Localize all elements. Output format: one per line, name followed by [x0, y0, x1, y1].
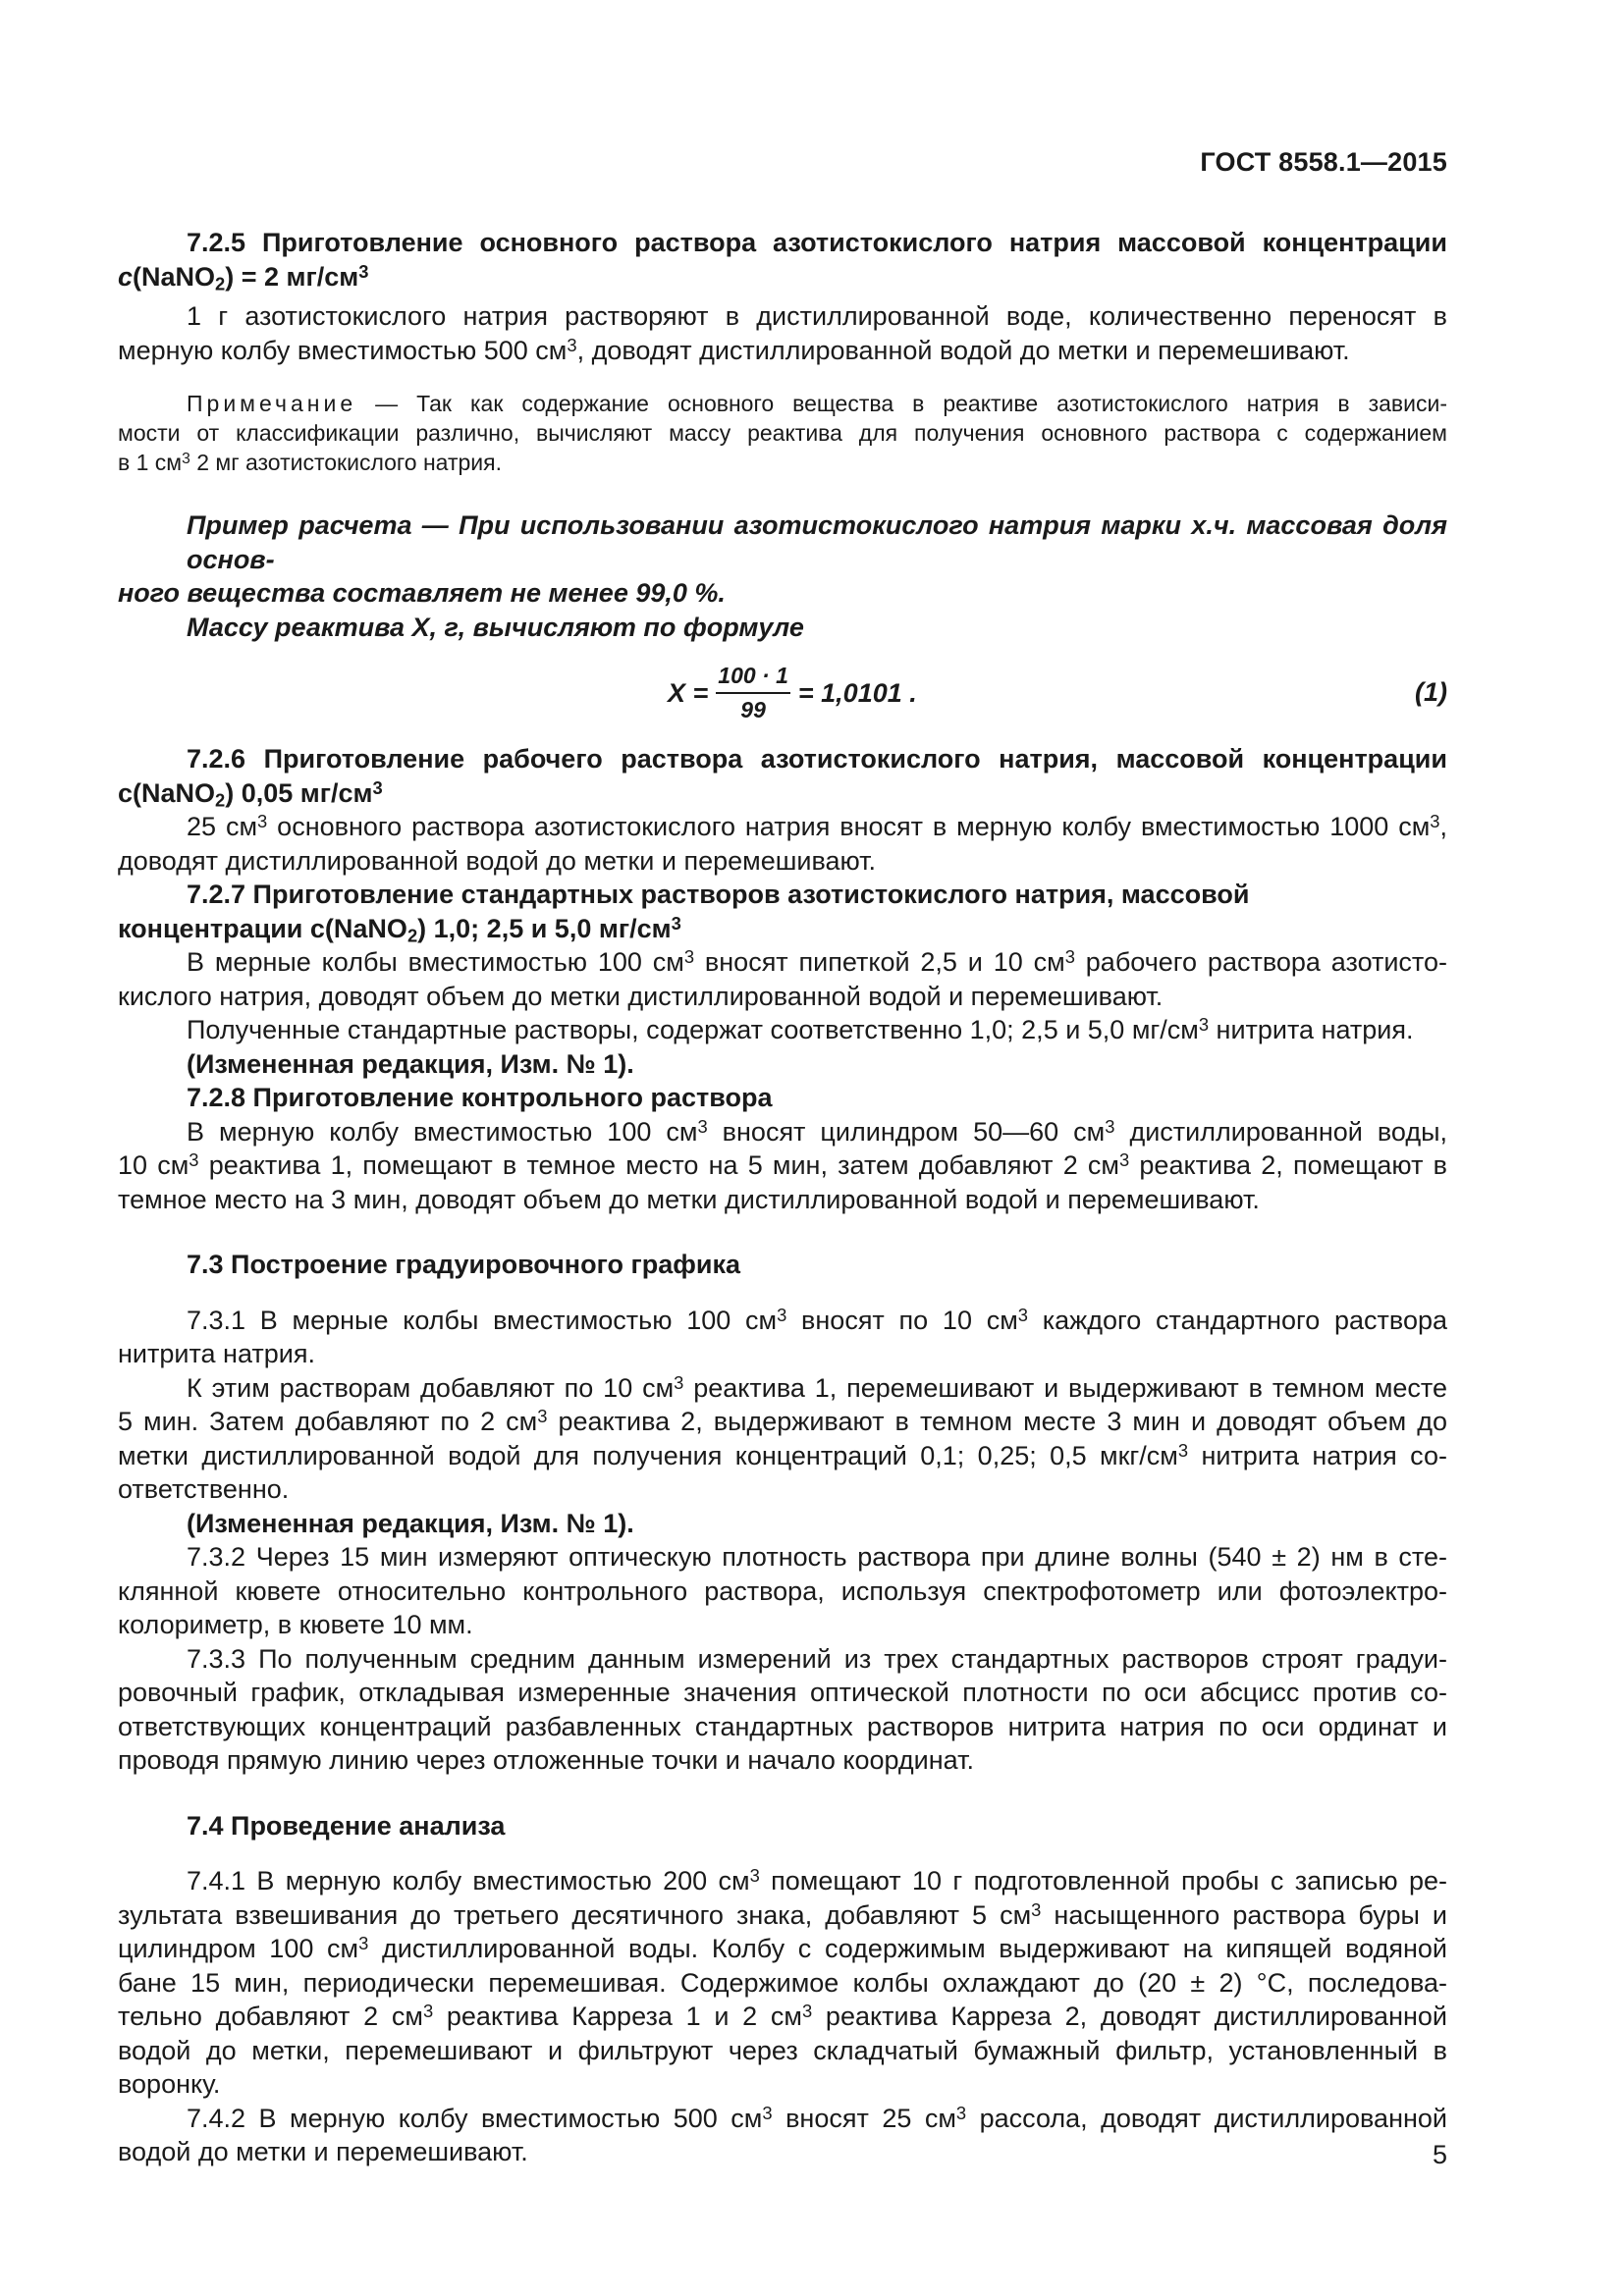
text-run: 7.3.1 В мерные колбы вместимостью 100 см — [187, 1305, 778, 1335]
text-line — [118, 1898, 1447, 1933]
text-run: ) = 2 мг/см — [225, 261, 359, 292]
text-line — [118, 1507, 1447, 1541]
text-run: 7.2.5 Приготовление основного раствора азотистокислого натрия массовой концентрации — [187, 228, 1447, 257]
text-run: В мерную колбу вместимостью 100 см — [187, 1116, 698, 1147]
text-run: помещают 10 г подготовленной пробы с записью ре- — [759, 1866, 1447, 1896]
superscript: 3 — [358, 1932, 369, 1953]
s725-text — [118, 299, 1447, 367]
text-run: мерную колбу вместимостью 500 см — [118, 335, 568, 365]
formula-numerator: 100 · 1 — [716, 663, 790, 694]
text-run: рассола, доводят дистиллированной — [966, 2103, 1447, 2133]
superscript: 3 — [674, 1371, 684, 1393]
text-run: c — [118, 261, 134, 292]
text-run: Массу реактива X, г, вычисляют по формуле — [187, 612, 804, 642]
text-run: тельно добавляют 2 см — [118, 2002, 423, 2031]
superscript: 3 — [683, 945, 695, 967]
s731-text — [118, 1304, 1447, 1541]
text-line — [118, 1710, 1447, 1744]
subscript: 2 — [406, 925, 418, 946]
s725-example — [118, 508, 1447, 644]
text-run: концентрации c(NaNO — [118, 913, 407, 943]
text-line — [118, 611, 1447, 645]
superscript: 3 — [257, 810, 268, 831]
text-line — [118, 389, 1447, 418]
text-run: бане 15 мин, периодически перемешивая. Содержимое колбы охлаждают до (20 ± 2) °С, последова- — [118, 1967, 1447, 1998]
superscript: 3 — [697, 1115, 708, 1137]
text-run: реактива 2, выдерживают в темном месте 3 мин и доводят объем до — [547, 1407, 1447, 1436]
text-line — [118, 1371, 1447, 1406]
text-line — [118, 945, 1447, 980]
text-run: водой до метки и перемешивают. — [118, 2137, 528, 2166]
text-run: вносят 25 см — [772, 2103, 956, 2133]
text-line — [118, 508, 1447, 576]
text-line — [118, 1966, 1447, 2001]
text-run: метки дистиллированной водой для получения концентраций 0,1; 0,25; 0,5 мкг/см — [118, 1440, 1178, 1470]
text-line — [118, 1575, 1447, 1609]
text-run: водой до метки, перемешивают и фильтруют через складчатый бумажный фильтр, установленный в — [118, 2035, 1447, 2065]
subscript: 2 — [215, 789, 226, 811]
text-run: каждого стандартного раствора — [1028, 1305, 1447, 1335]
text-run: клянной кювете относительно контрольного раствора, используя спектрофотометр или фотоэлектро- — [118, 1575, 1447, 1606]
text-line — [118, 776, 1447, 811]
text-run: кислого натрия, доводят объем до метки дистиллированной водой и перемешивают. — [118, 981, 1164, 1011]
text-line — [118, 2000, 1447, 2034]
text-line — [118, 844, 1447, 879]
s733-text — [118, 1642, 1447, 1778]
s74-title — [118, 1809, 1447, 1843]
text-run: ответствующих концентраций разбавленных стандартных растворов нитрита натрия по оси ординат и — [118, 1711, 1447, 1741]
text-line — [118, 1743, 1447, 1778]
text-run: , доводят дистиллированной водой до метки и перемешивают. — [576, 335, 1350, 365]
text-run: Полученные стандартные растворы, содержат соответственно 1,0; 2,5 и 5,0 мг/см — [187, 1015, 1199, 1044]
superscript: 3 — [358, 260, 369, 282]
text-run: 1 г азотистокислого натрия растворяют в дистиллированной воде, количественно переносят в — [187, 301, 1447, 331]
superscript: 3 — [777, 1304, 787, 1325]
text-run: темное место на 3 мин, доводят объем до метки дистиллированной водой и перемешивают. — [118, 1184, 1260, 1214]
text-run: 5 мин. Затем добавляют по 2 см — [118, 1407, 538, 1436]
text-run: , — [1439, 812, 1447, 841]
text-line — [118, 1608, 1447, 1642]
text-line — [118, 334, 1447, 368]
document-body — [118, 226, 1447, 2169]
s73-title — [118, 1248, 1447, 1282]
superscript: 3 — [422, 2000, 434, 2021]
s727-title — [118, 878, 1447, 945]
text-run: в 1 см — [118, 450, 183, 475]
formula-number: (1) — [1415, 677, 1447, 707]
text-run: дистиллированной воды. Колбу с содержимым выдерживают на кипящей водяной — [368, 1934, 1447, 1963]
text-run: c(NaNO — [118, 777, 216, 808]
s726-text — [118, 810, 1447, 878]
text-run: 7.3.2 Через 15 мин измеряют оптическую плотность раствора при длине волны (540 ± 2) нм в сте- — [187, 1542, 1447, 1572]
text-run: реактива 1, помещают в темное место на 5 мин, затем добавляют 2 см — [198, 1150, 1119, 1180]
text-line — [118, 2067, 1447, 2102]
page-number: 5 — [1432, 2140, 1447, 2169]
text-run: К этим растворам добавляют по 10 см — [187, 1372, 675, 1403]
text-line — [118, 980, 1447, 1014]
text-run: реактива Карреза 1 и 2 см — [433, 2002, 802, 2031]
text-run: 7.2.7 Приготовление стандартных растворов азотистокислого натрия, массовой — [187, 880, 1250, 909]
s732-text — [118, 1540, 1447, 1642]
text-line — [118, 1405, 1447, 1439]
text-run: 7.3 Построение градуировочного графика — [187, 1250, 740, 1279]
text-line — [118, 1932, 1447, 1966]
formula-lhs: X = — [668, 677, 709, 708]
superscript: 3 — [762, 2102, 773, 2123]
text-run: насыщенного раствора буры и — [1041, 1899, 1447, 1930]
text-run: доводят дистиллированной водой до метки и перемешивают. — [118, 845, 877, 876]
text-line — [118, 1013, 1447, 1047]
formula-rhs: = 1,0101 . — [797, 677, 917, 708]
text-line — [118, 742, 1447, 776]
text-run: мости от классификации различно, вычисляют массу реактива для получения основного раствора с содержанием — [118, 420, 1447, 446]
text-run: 7.4 Проведение анализа — [187, 1810, 506, 1841]
text-run: рабочего раствора азотисто- — [1074, 947, 1448, 977]
superscript: 3 — [1177, 1439, 1189, 1461]
superscript: 3 — [801, 2000, 813, 2021]
text-line — [118, 1864, 1447, 1898]
text-run: ) 1,0; 2,5 и 5,0 мг/см — [417, 913, 672, 943]
text-run: цилиндром 100 см — [118, 1934, 359, 1963]
doc-number-header: ГОСТ 8558.1—2015 — [1200, 147, 1447, 177]
text-line — [118, 299, 1447, 334]
superscript: 3 — [955, 2102, 967, 2123]
text-line — [118, 1248, 1447, 1282]
text-line — [118, 1115, 1447, 1149]
text-run: вносят цилиндром 50—60 см — [707, 1116, 1106, 1147]
text-line — [118, 878, 1447, 912]
text-run: ного вещества составляет не менее 99,0 %. — [118, 578, 726, 608]
text-run: Пример расчета — При использовании азотистокислого натрия марки х.ч. массовая доля основ- — [187, 510, 1447, 574]
formula-1 — [118, 656, 1447, 730]
text-line — [118, 1183, 1447, 1217]
s725-note — [118, 389, 1447, 477]
text-run: нитрита натрия со- — [1188, 1440, 1447, 1470]
superscript: 3 — [567, 334, 577, 355]
text-run: вносят пипеткой 2,5 и 10 см — [694, 947, 1065, 977]
superscript: 3 — [671, 912, 681, 934]
text-run: 7.2.6 Приготовление рабочего раствора азотистокислого натрия, массовой концентрации — [187, 744, 1447, 774]
text-line — [118, 418, 1447, 448]
text-line — [118, 1337, 1447, 1371]
text-run: нитрита натрия. — [118, 1339, 315, 1368]
text-run: 7.2.8 Приготовление контрольного раствора — [187, 1083, 773, 1112]
text-line — [118, 260, 1447, 294]
text-line — [118, 1439, 1447, 1473]
text-run: вносят по 10 см — [786, 1305, 1018, 1335]
s728-title — [118, 1081, 1447, 1115]
text-line — [118, 576, 1447, 611]
s728-text — [118, 1115, 1447, 1217]
text-run: (Измененная редакция, Изм. № 1). — [187, 1048, 634, 1079]
superscript: 3 — [1119, 1148, 1130, 1170]
subscript: 2 — [215, 273, 226, 294]
text-run: В мерные колбы вместимостью 100 см — [187, 947, 684, 977]
text-line — [118, 2034, 1447, 2068]
text-run: (Измененная редакция, Изм. № 1). — [187, 1508, 634, 1538]
text-line — [118, 1081, 1447, 1115]
superscript: 3 — [1064, 945, 1075, 967]
text-line — [118, 1540, 1447, 1575]
text-run: проводя прямую линию через отложенные точки и начало координат. — [118, 1745, 974, 1775]
s742-text — [118, 2102, 1447, 2169]
text-run: 7.3.3 По полученным средним данным измерений из трех стандартных растворов строят градуи- — [187, 1643, 1447, 1674]
text-run: 2 мг азотистокислого натрия. — [189, 450, 502, 475]
text-line — [118, 2102, 1447, 2136]
superscript: 3 — [1017, 1304, 1028, 1325]
superscript: 3 — [189, 1148, 199, 1170]
superscript: 3 — [537, 1405, 548, 1426]
text-line — [118, 1304, 1447, 1338]
text-run: 7.4.1 В мерную колбу вместимостью 200 см — [187, 1866, 750, 1896]
superscript: 3 — [1031, 1898, 1042, 1920]
text-line — [118, 1047, 1447, 1082]
text-run: 10 см — [118, 1150, 189, 1180]
text-run: зультата взвешивания до третьего десятичного знака, добавляют 5 см — [118, 1899, 1032, 1930]
text-run: колориметр, в кювете 10 мм. — [118, 1610, 473, 1639]
text-run: реактива 1, перемешивают и выдерживают в темном месте — [683, 1372, 1447, 1403]
superscript: 3 — [182, 450, 190, 467]
superscript: 3 — [372, 776, 383, 798]
text-run: 25 см — [187, 812, 258, 841]
text-line — [118, 1809, 1447, 1843]
text-run: нитрита натрия. — [1209, 1015, 1414, 1044]
text-line — [118, 912, 1447, 946]
formula-fraction — [716, 663, 790, 723]
text-run: реактива Карреза 2, доводят дистиллированной — [812, 2002, 1447, 2031]
s726-title — [118, 742, 1447, 810]
text-line — [118, 1148, 1447, 1183]
formula-expression — [668, 656, 917, 730]
text-line — [118, 226, 1447, 260]
s725-title — [118, 226, 1447, 294]
text-run: (NaNO — [133, 261, 216, 292]
text-line — [118, 810, 1447, 844]
text-run: реактива 2, помещают в — [1129, 1150, 1447, 1180]
text-line — [118, 2135, 1447, 2169]
text-run: дистиллированной воды, — [1114, 1116, 1447, 1147]
superscript: 3 — [1198, 1013, 1210, 1035]
text-run: ) 0,05 мг/см — [225, 777, 373, 808]
s741-text — [118, 1864, 1447, 2102]
text-line — [118, 448, 1447, 477]
text-line — [118, 1642, 1447, 1677]
superscript: 3 — [1105, 1115, 1115, 1137]
superscript: 3 — [749, 1864, 760, 1886]
text-line — [118, 1472, 1447, 1507]
text-run: — Так как содержание основного вещества в реактиве азотистокислого натрия в зависи- — [356, 391, 1447, 416]
text-run: Примечание — [187, 391, 357, 416]
text-run: ровочный график, откладывая измеренные значения оптической плотности по оси абсцисс против со- — [118, 1678, 1447, 1707]
s727-text — [118, 945, 1447, 1081]
superscript: 3 — [1430, 810, 1440, 831]
text-run: 7.4.2 В мерную колбу вместимостью 500 см — [187, 2103, 763, 2133]
text-run: ответственно. — [118, 1474, 290, 1504]
text-run: воронку. — [118, 2069, 221, 2099]
text-run: основного раствора азотистокислого натрия вносят в мерную колбу вместимостью 1000 см — [267, 812, 1431, 841]
text-line — [118, 1676, 1447, 1710]
formula-denominator: 99 — [740, 697, 766, 722]
